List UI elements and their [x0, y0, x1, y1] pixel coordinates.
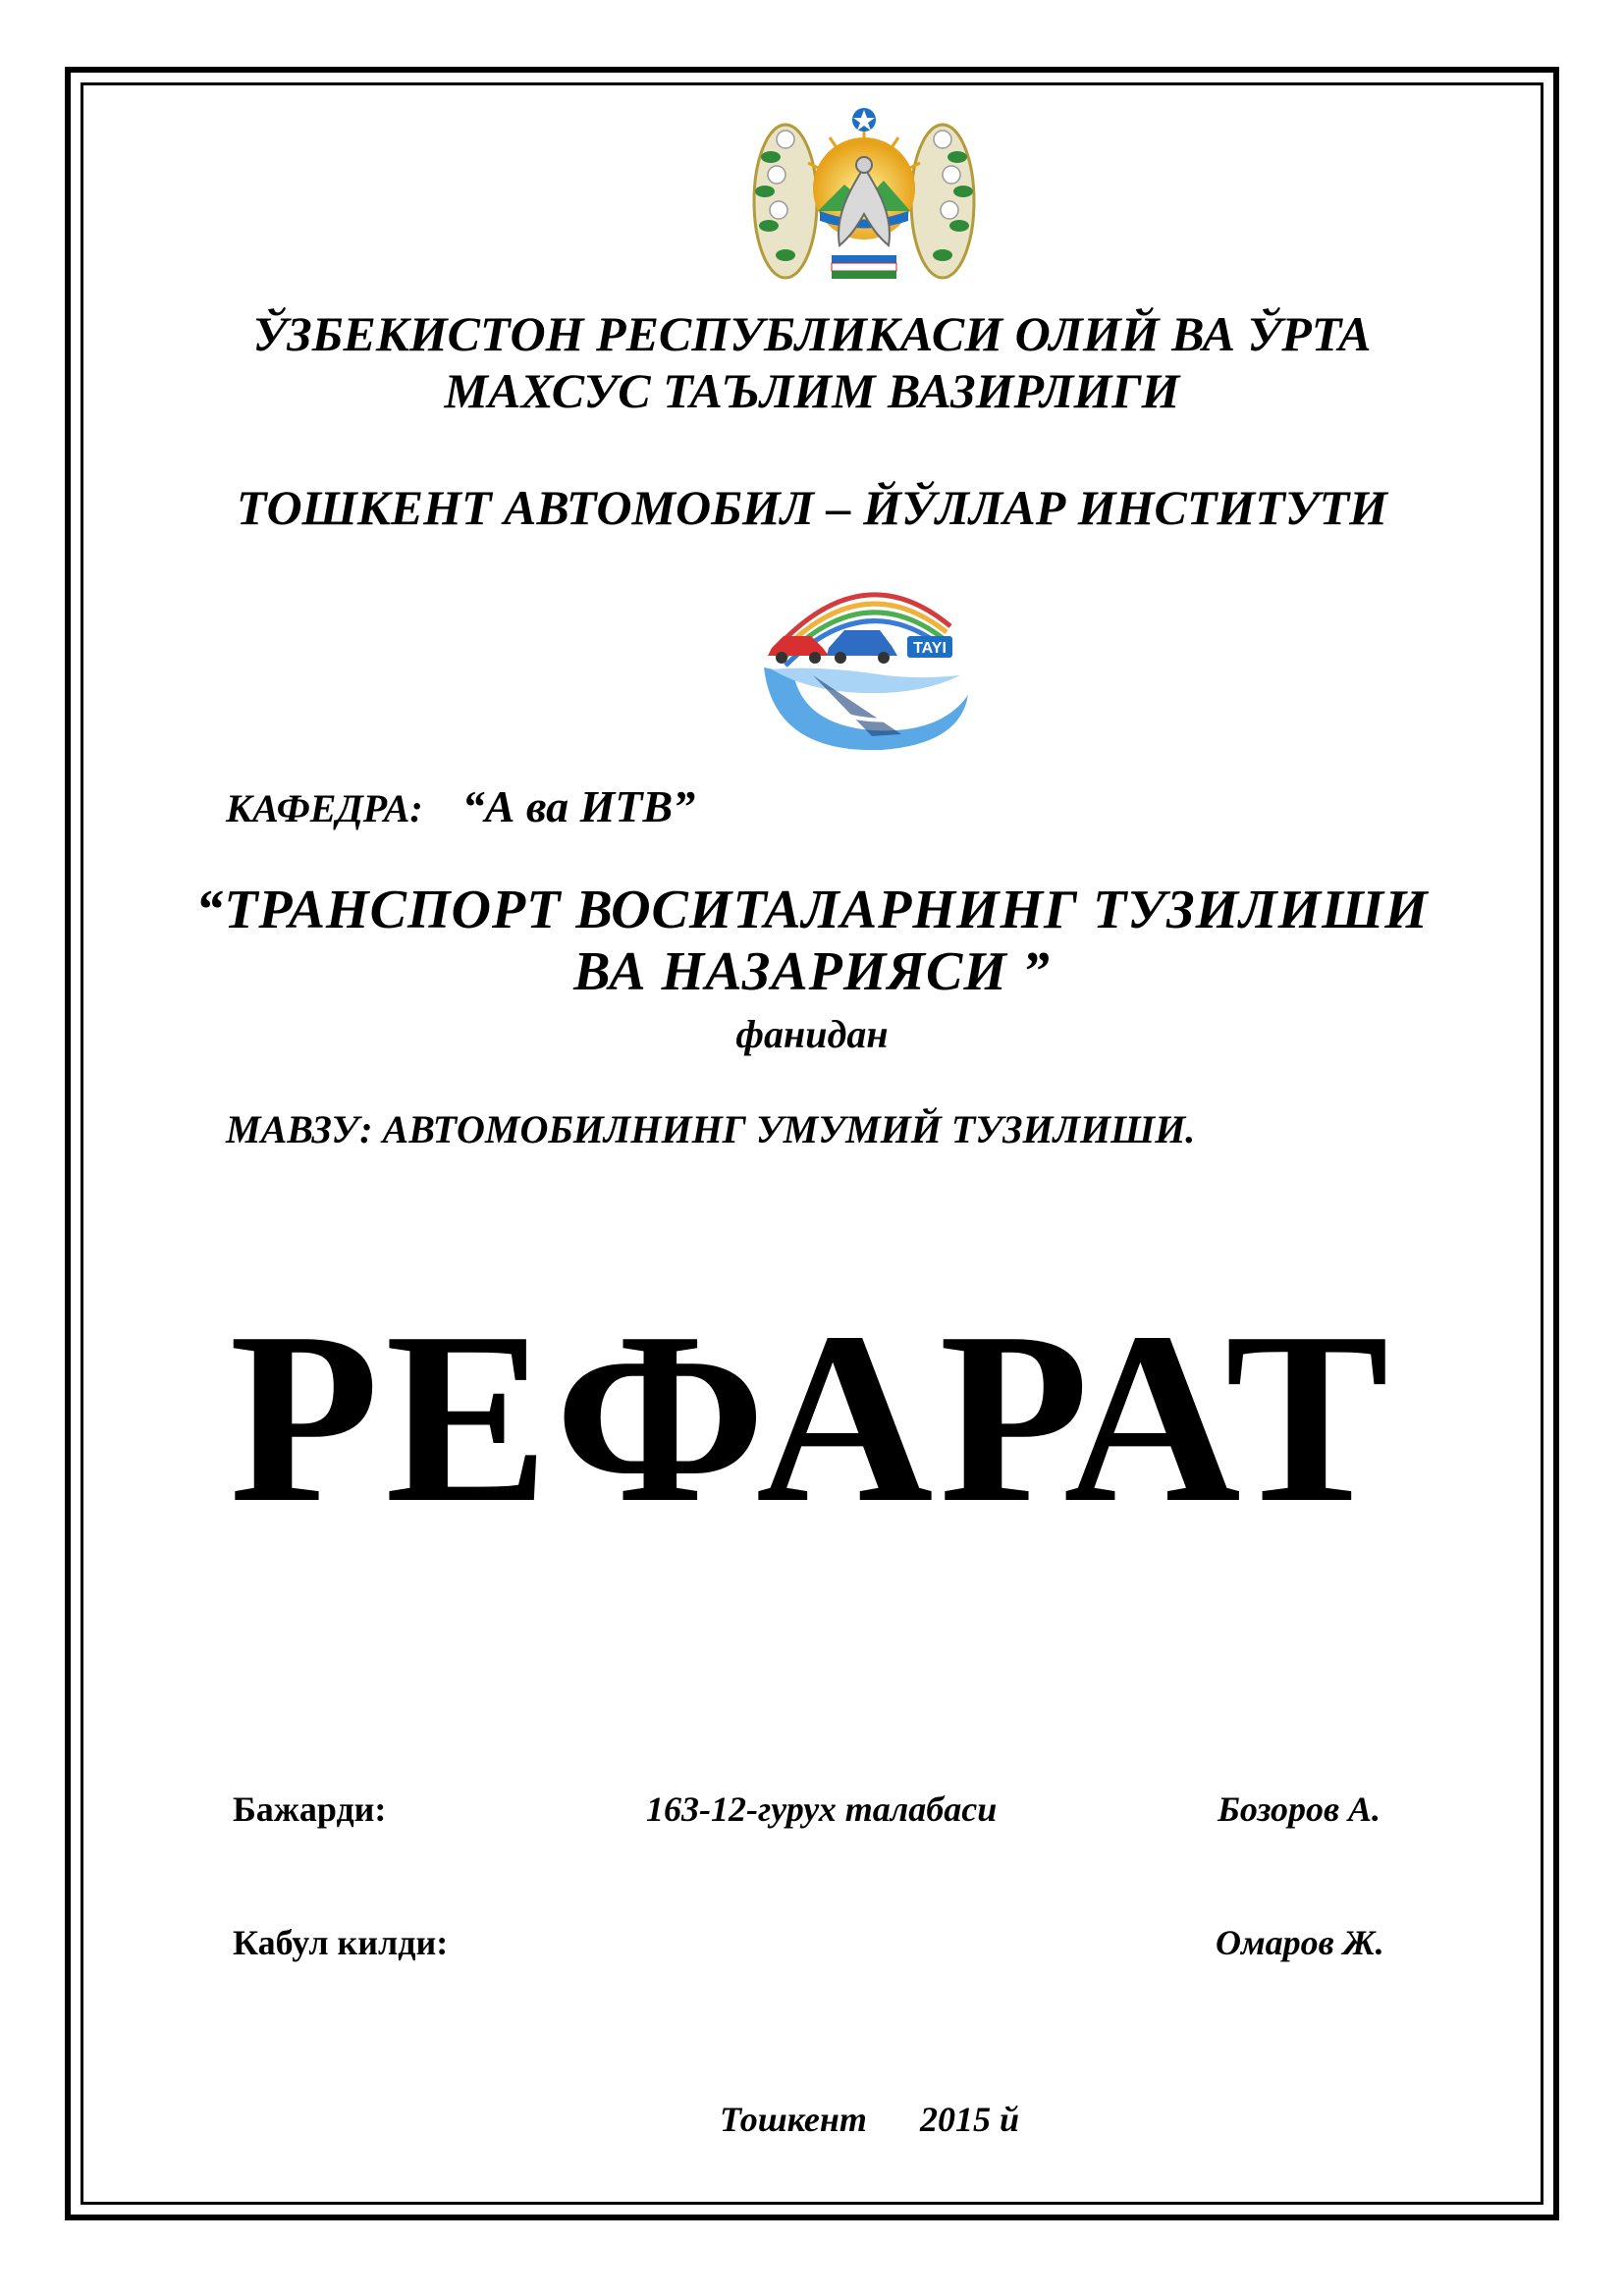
subject-line-1: “ТРАНСПОРТ ВОСИТАЛАРНИНГ ТУЗИЛИШИ: [195, 880, 1429, 940]
department-line: [226, 780, 695, 832]
subject-suffix: фанидан: [735, 1012, 889, 1056]
logo-text: TAYI: [913, 640, 947, 657]
institute-name: ТОШКЕНТ АВТОМОБИЛ – ЙЎЛЛАР ИНСТИТУТИ: [236, 480, 1388, 535]
document-type-title: РЕФАРАТ: [229, 1282, 1395, 1554]
department-label: КАФЕДРА:: [226, 786, 423, 830]
student-group: 163-12-гурух талабаси: [646, 1789, 998, 1829]
ministry-line-1: ЎЗБЕКИСТОН РЕСПУБЛИКАСИ ОЛИЙ ВА ЎРТА: [252, 306, 1372, 361]
footer-year: 2015 й: [920, 2100, 1020, 2139]
ministry-line-2: МАХСУС ТАЪЛИМ ВАЗИРЛИГИ: [444, 363, 1180, 418]
accepted-by-label: Кабул килди:: [233, 1923, 449, 1962]
performed-by-label: Бажарди:: [233, 1789, 387, 1829]
subject-line-2: ВА НАЗАРИЯСИ ”: [573, 941, 1051, 1002]
institute-logo-icon: [754, 558, 978, 756]
department-value: “А ва ИТВ”: [461, 781, 696, 831]
footer-city: Тошкент: [720, 2100, 867, 2139]
student-name: Бозоров А.: [1218, 1789, 1381, 1829]
teacher-name: Омаров Ж.: [1216, 1923, 1384, 1962]
topic-line: МАВЗУ: АВТОМОБИЛНИНГ УМУМИЙ ТУЗИЛИШИ.: [226, 1107, 1196, 1151]
state-emblem-icon: [741, 98, 987, 294]
